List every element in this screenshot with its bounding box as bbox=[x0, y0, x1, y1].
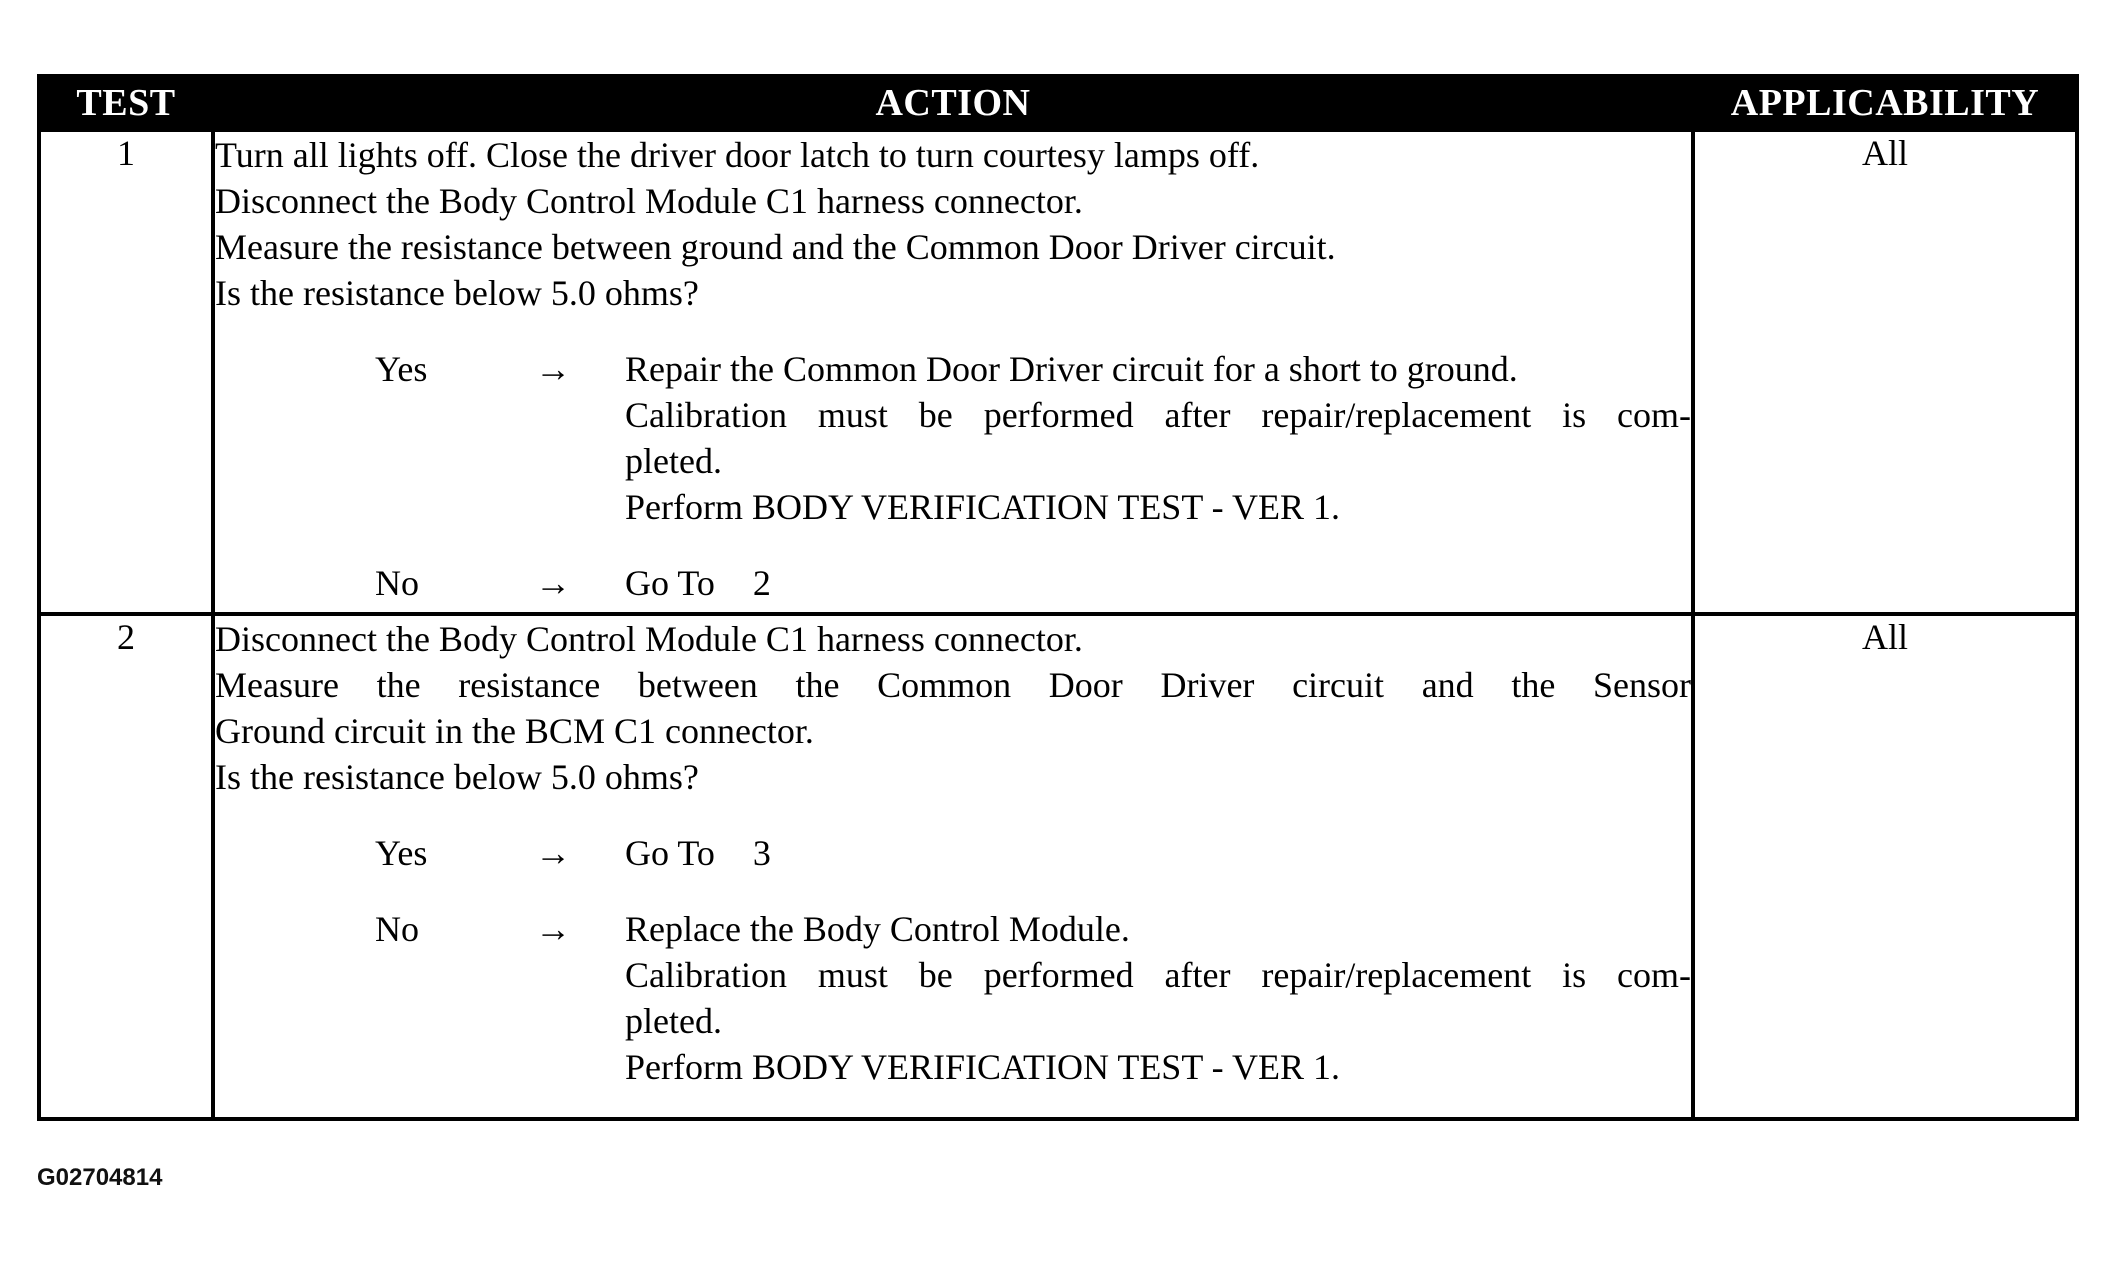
instruction-line: Is the resistance below 5.0 ohms? bbox=[215, 273, 699, 313]
goto-text: Go To bbox=[625, 563, 715, 603]
result-branches bbox=[215, 346, 1691, 606]
result-line: Calibration must be performed after repair/replacement is com- bbox=[625, 955, 1691, 995]
diagnostic-test-table bbox=[37, 74, 2079, 1121]
header-test: TEST bbox=[39, 76, 213, 130]
result-branches bbox=[215, 830, 1691, 1090]
action-instructions bbox=[215, 132, 1691, 316]
result-line: Replace the Body Control Module. bbox=[625, 909, 1130, 949]
instruction-line: Ground circuit in the BCM C1 connector. bbox=[215, 711, 814, 751]
table-row bbox=[39, 614, 2077, 1119]
result-line: Perform BODY VERIFICATION TEST - VER 1. bbox=[625, 487, 1341, 527]
branch-label: No bbox=[375, 909, 419, 949]
table-header-row bbox=[39, 76, 2077, 130]
arrow-right-icon: → bbox=[535, 563, 571, 603]
branch-yes bbox=[215, 346, 1691, 530]
branch-result bbox=[625, 346, 1691, 530]
branch-no bbox=[215, 906, 1691, 1090]
result-line: pleted. bbox=[625, 441, 722, 481]
instruction-line: Turn all lights off. Close the driver door latch to turn courtesy lamps off. bbox=[215, 135, 1260, 175]
goto-step-number: 3 bbox=[752, 833, 771, 873]
test-number: 2 bbox=[39, 614, 213, 1119]
branch-label: No bbox=[375, 563, 419, 603]
test-number: 1 bbox=[39, 130, 213, 614]
goto-text: Go To bbox=[625, 833, 715, 873]
branch-result bbox=[625, 906, 1691, 1090]
branch-label: Yes bbox=[375, 833, 428, 873]
branch-label: Yes bbox=[375, 349, 428, 389]
goto-step-number: 2 bbox=[752, 563, 771, 603]
instruction-line: Disconnect the Body Control Module C1 harness connector. bbox=[215, 619, 1083, 659]
instruction-line: Disconnect the Body Control Module C1 harness connector. bbox=[215, 181, 1083, 221]
applicability-value: All bbox=[1693, 130, 2077, 614]
result-line: Calibration must be performed after repair/replacement is com- bbox=[625, 395, 1691, 435]
header-applicability: APPLICABILITY bbox=[1693, 76, 2077, 130]
table-row bbox=[39, 130, 2077, 614]
arrow-right-icon: → bbox=[535, 909, 571, 949]
action-instructions bbox=[215, 616, 1691, 800]
result-line: Perform BODY VERIFICATION TEST - VER 1. bbox=[625, 1047, 1341, 1087]
branch-result bbox=[625, 560, 1691, 606]
header-action: ACTION bbox=[213, 76, 1693, 130]
instruction-line: Is the resistance below 5.0 ohms? bbox=[215, 757, 699, 797]
branch-yes bbox=[215, 830, 1691, 876]
applicability-value: All bbox=[1693, 614, 2077, 1119]
result-line: pleted. bbox=[625, 1001, 722, 1041]
action-cell bbox=[213, 614, 1693, 1119]
branch-result bbox=[625, 830, 1691, 876]
action-cell bbox=[213, 130, 1693, 614]
result-line: Repair the Common Door Driver circuit for a short to ground. bbox=[625, 349, 1518, 389]
arrow-right-icon: → bbox=[535, 349, 571, 389]
arrow-right-icon: → bbox=[535, 833, 571, 873]
instruction-line: Measure the resistance between ground and the Common Door Driver circuit. bbox=[215, 227, 1336, 267]
instruction-line: Measure the resistance between the Common Door Driver circuit and the Sensor bbox=[215, 665, 1691, 705]
figure-id-label: G02704814 bbox=[37, 1164, 163, 1191]
branch-no bbox=[215, 560, 1691, 606]
